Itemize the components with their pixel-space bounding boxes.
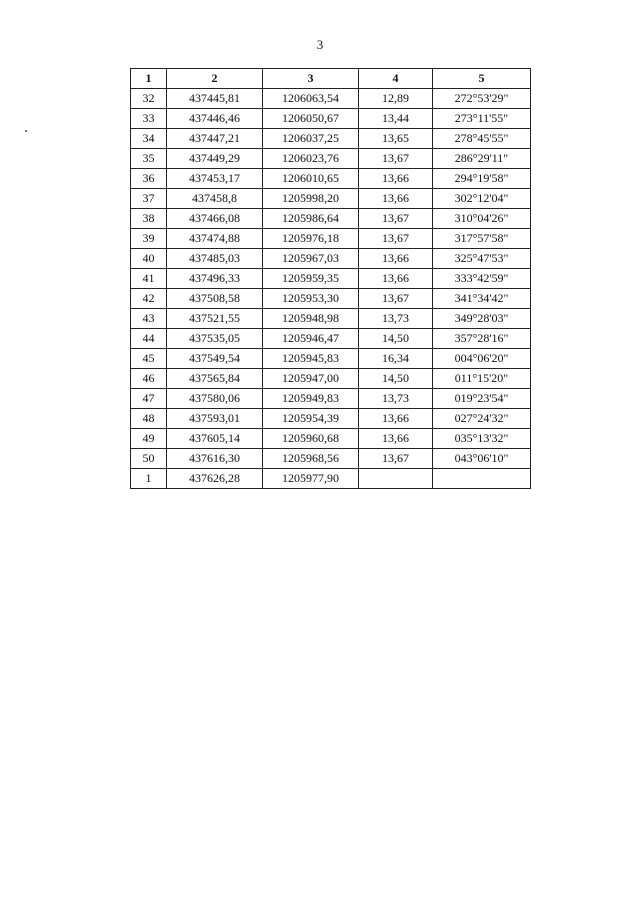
table-row bbox=[131, 129, 531, 149]
header-cell-1: 1 bbox=[131, 69, 167, 89]
cell-x-coordinate: 437447,21 bbox=[167, 129, 263, 149]
cell-point-number: 33 bbox=[131, 109, 167, 129]
table-row bbox=[131, 169, 531, 189]
cell-x-coordinate: 437508,58 bbox=[167, 289, 263, 309]
cell-y-coordinate: 1206023,76 bbox=[263, 149, 359, 169]
cell-bearing bbox=[433, 469, 531, 489]
cell-y-coordinate: 1205968,56 bbox=[263, 449, 359, 469]
cell-y-coordinate: 1205954,39 bbox=[263, 409, 359, 429]
cell-bearing: 278°45'55" bbox=[433, 129, 531, 149]
cell-y-coordinate: 1205986,64 bbox=[263, 209, 359, 229]
cell-point-number: 42 bbox=[131, 289, 167, 309]
cell-point-number: 34 bbox=[131, 129, 167, 149]
cell-x-coordinate: 437458,8 bbox=[167, 189, 263, 209]
cell-bearing: 294°19'58" bbox=[433, 169, 531, 189]
cell-bearing: 325°47'53" bbox=[433, 249, 531, 269]
cell-bearing: 272°53'29" bbox=[433, 89, 531, 109]
cell-distance: 13,67 bbox=[359, 149, 433, 169]
cell-distance: 16,34 bbox=[359, 349, 433, 369]
cell-distance: 14,50 bbox=[359, 369, 433, 389]
cell-x-coordinate: 437521,55 bbox=[167, 309, 263, 329]
cell-y-coordinate: 1205953,30 bbox=[263, 289, 359, 309]
table-row bbox=[131, 409, 531, 429]
cell-bearing: 302°12'04" bbox=[433, 189, 531, 209]
cell-distance: 13,67 bbox=[359, 289, 433, 309]
header-cell-4: 4 bbox=[359, 69, 433, 89]
cell-distance: 13,67 bbox=[359, 449, 433, 469]
cell-bearing: 004°06'20" bbox=[433, 349, 531, 369]
table-row bbox=[131, 469, 531, 489]
cell-point-number: 44 bbox=[131, 329, 167, 349]
cell-distance bbox=[359, 469, 433, 489]
cell-distance: 12,89 bbox=[359, 89, 433, 109]
cell-x-coordinate: 437496,33 bbox=[167, 269, 263, 289]
cell-x-coordinate: 437446,46 bbox=[167, 109, 263, 129]
cell-y-coordinate: 1205976,18 bbox=[263, 229, 359, 249]
header-cell-3: 3 bbox=[263, 69, 359, 89]
cell-point-number: 37 bbox=[131, 189, 167, 209]
cell-x-coordinate: 437453,17 bbox=[167, 169, 263, 189]
cell-bearing: 027°24'32" bbox=[433, 409, 531, 429]
cell-point-number: 50 bbox=[131, 449, 167, 469]
table-row bbox=[131, 309, 531, 329]
cell-bearing: 357°28'16" bbox=[433, 329, 531, 349]
cell-y-coordinate: 1206010,65 bbox=[263, 169, 359, 189]
cell-x-coordinate: 437616,30 bbox=[167, 449, 263, 469]
table-row bbox=[131, 189, 531, 209]
scan-mark bbox=[25, 130, 27, 132]
cell-distance: 13,73 bbox=[359, 389, 433, 409]
cell-y-coordinate: 1205948,98 bbox=[263, 309, 359, 329]
cell-distance: 13,66 bbox=[359, 429, 433, 449]
cell-x-coordinate: 437593,01 bbox=[167, 409, 263, 429]
cell-bearing: 286°29'11" bbox=[433, 149, 531, 169]
table-row bbox=[131, 249, 531, 269]
cell-bearing: 043°06'10" bbox=[433, 449, 531, 469]
cell-x-coordinate: 437565,84 bbox=[167, 369, 263, 389]
cell-point-number: 35 bbox=[131, 149, 167, 169]
cell-y-coordinate: 1205967,03 bbox=[263, 249, 359, 269]
table-row bbox=[131, 269, 531, 289]
cell-y-coordinate: 1205945,83 bbox=[263, 349, 359, 369]
cell-distance: 14,50 bbox=[359, 329, 433, 349]
cell-point-number: 36 bbox=[131, 169, 167, 189]
cell-bearing: 011°15'20" bbox=[433, 369, 531, 389]
page-number: 3 bbox=[316, 37, 324, 52]
header-cell-2: 2 bbox=[167, 69, 263, 89]
cell-x-coordinate: 437549,54 bbox=[167, 349, 263, 369]
cell-distance: 13,73 bbox=[359, 309, 433, 329]
cell-y-coordinate: 1205960,68 bbox=[263, 429, 359, 449]
cell-bearing: 019°23'54" bbox=[433, 389, 531, 409]
cell-x-coordinate: 437466,08 bbox=[167, 209, 263, 229]
cell-y-coordinate: 1206050,67 bbox=[263, 109, 359, 129]
cell-x-coordinate: 437485,03 bbox=[167, 249, 263, 269]
cell-point-number: 32 bbox=[131, 89, 167, 109]
cell-point-number: 41 bbox=[131, 269, 167, 289]
cell-x-coordinate: 437445,81 bbox=[167, 89, 263, 109]
cell-point-number: 43 bbox=[131, 309, 167, 329]
cell-distance: 13,66 bbox=[359, 249, 433, 269]
cell-distance: 13,66 bbox=[359, 409, 433, 429]
cell-point-number: 45 bbox=[131, 349, 167, 369]
cell-y-coordinate: 1205949,83 bbox=[263, 389, 359, 409]
cell-x-coordinate: 437474,88 bbox=[167, 229, 263, 249]
cell-bearing: 341°34'42" bbox=[433, 289, 531, 309]
cell-y-coordinate: 1206037,25 bbox=[263, 129, 359, 149]
cell-point-number: 1 bbox=[131, 469, 167, 489]
cell-bearing: 310°04'26" bbox=[433, 209, 531, 229]
cell-distance: 13,65 bbox=[359, 129, 433, 149]
cell-bearing: 317°57'58" bbox=[433, 229, 531, 249]
cell-point-number: 48 bbox=[131, 409, 167, 429]
table-row bbox=[131, 329, 531, 349]
table-row bbox=[131, 109, 531, 129]
table-row bbox=[131, 229, 531, 249]
cell-distance: 13,67 bbox=[359, 229, 433, 249]
cell-x-coordinate: 437535,05 bbox=[167, 329, 263, 349]
cell-y-coordinate: 1205947,00 bbox=[263, 369, 359, 389]
table-row bbox=[131, 209, 531, 229]
cell-distance: 13,66 bbox=[359, 189, 433, 209]
cell-distance: 13,66 bbox=[359, 169, 433, 189]
cell-bearing: 333°42'59" bbox=[433, 269, 531, 289]
cell-bearing: 035°13'32" bbox=[433, 429, 531, 449]
table-row bbox=[131, 149, 531, 169]
cell-point-number: 46 bbox=[131, 369, 167, 389]
cell-point-number: 38 bbox=[131, 209, 167, 229]
cell-bearing: 273°11'55" bbox=[433, 109, 531, 129]
cell-point-number: 47 bbox=[131, 389, 167, 409]
cell-point-number: 40 bbox=[131, 249, 167, 269]
table-row bbox=[131, 289, 531, 309]
cell-y-coordinate: 1206063,54 bbox=[263, 89, 359, 109]
table-row bbox=[131, 89, 531, 109]
cell-x-coordinate: 437449,29 bbox=[167, 149, 263, 169]
table-row bbox=[131, 349, 531, 369]
coordinates-table bbox=[130, 68, 531, 489]
cell-y-coordinate: 1205959,35 bbox=[263, 269, 359, 289]
cell-y-coordinate: 1205998,20 bbox=[263, 189, 359, 209]
cell-y-coordinate: 1205946,47 bbox=[263, 329, 359, 349]
table-row bbox=[131, 449, 531, 469]
cell-distance: 13,66 bbox=[359, 269, 433, 289]
table-row bbox=[131, 369, 531, 389]
cell-point-number: 49 bbox=[131, 429, 167, 449]
cell-distance: 13,67 bbox=[359, 209, 433, 229]
cell-point-number: 39 bbox=[131, 229, 167, 249]
cell-x-coordinate: 437580,06 bbox=[167, 389, 263, 409]
cell-x-coordinate: 437605,14 bbox=[167, 429, 263, 449]
cell-y-coordinate: 1205977,90 bbox=[263, 469, 359, 489]
header-cell-5: 5 bbox=[433, 69, 531, 89]
table-row bbox=[131, 389, 531, 409]
cell-x-coordinate: 437626,28 bbox=[167, 469, 263, 489]
cell-bearing: 349°28'03" bbox=[433, 309, 531, 329]
table-body bbox=[131, 89, 531, 489]
table-row bbox=[131, 429, 531, 449]
cell-distance: 13,44 bbox=[359, 109, 433, 129]
table-header-row bbox=[131, 69, 531, 89]
